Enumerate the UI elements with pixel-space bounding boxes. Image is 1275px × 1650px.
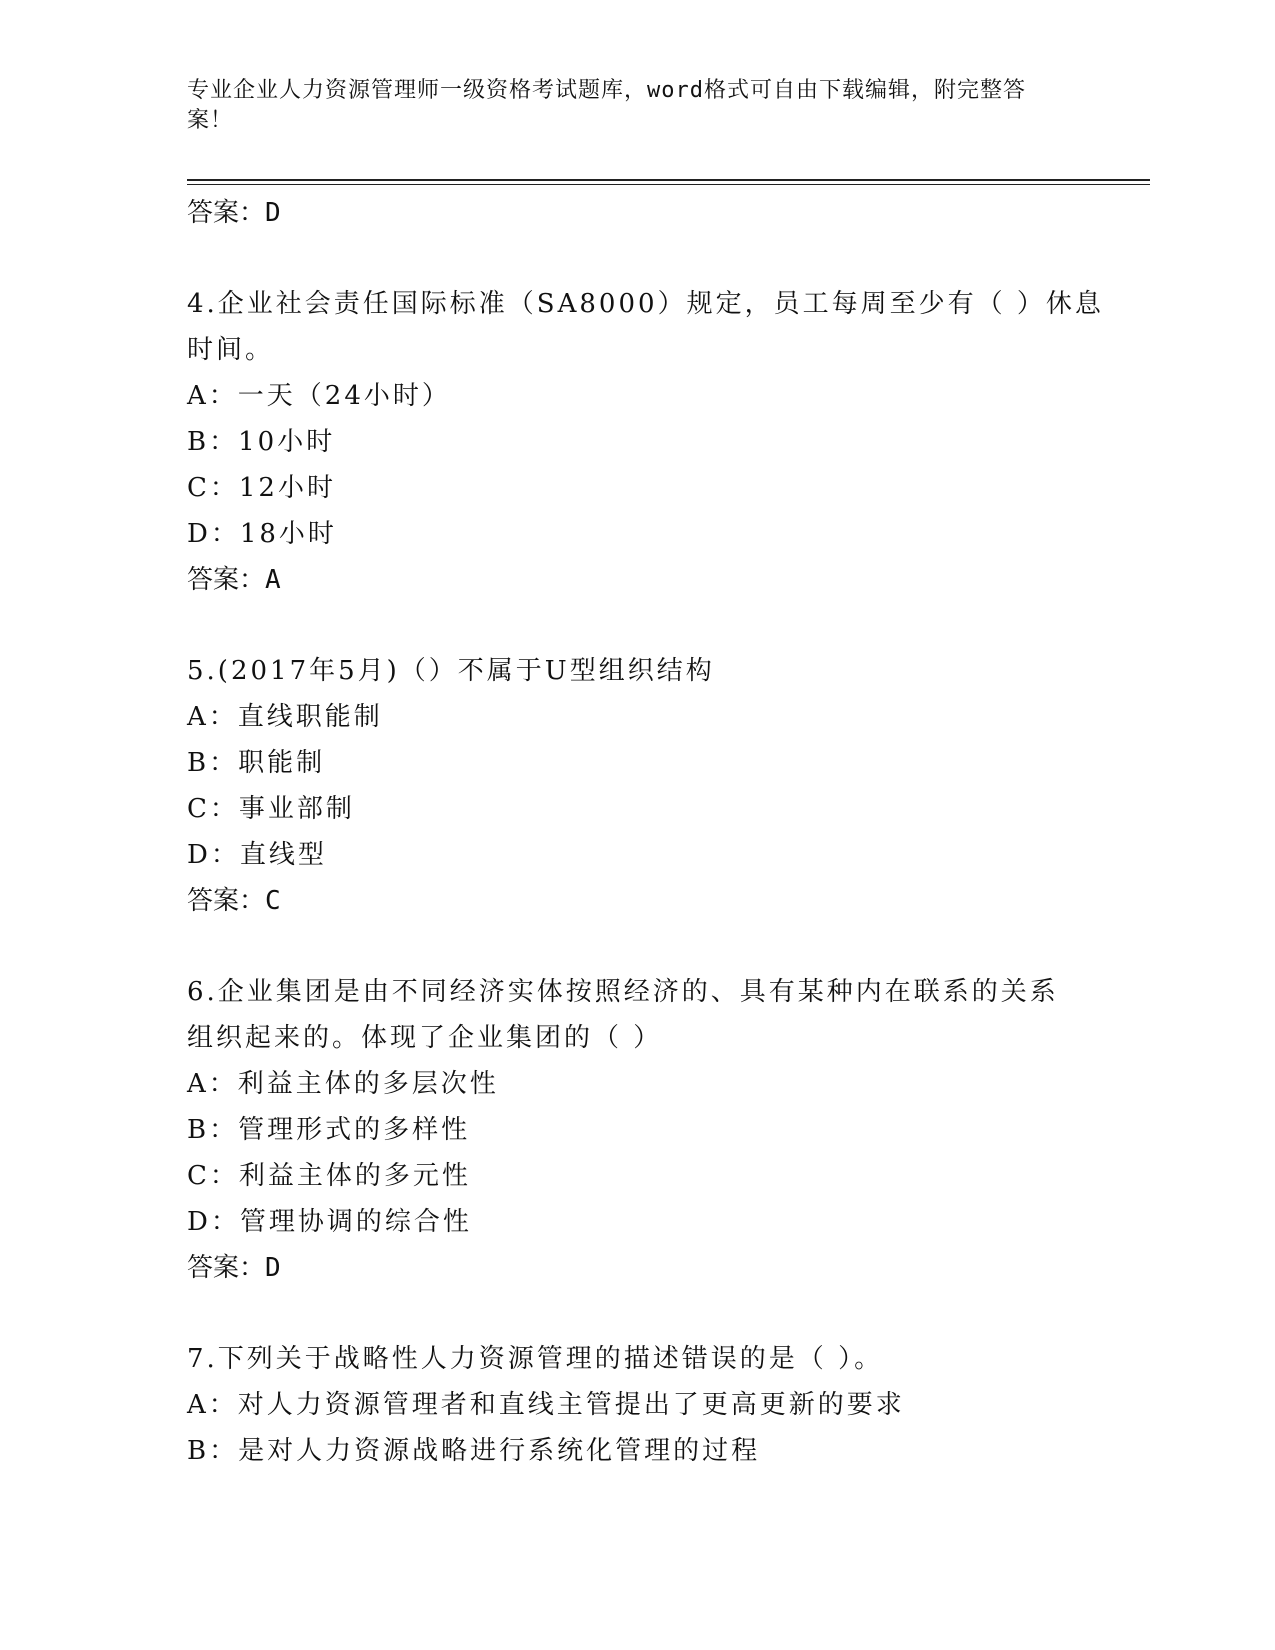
answer-line: 答案：C (187, 886, 281, 916)
question-list (187, 190, 1104, 1474)
option-a: A：直线职能制 (187, 702, 383, 732)
header-divider-thin (187, 184, 1150, 185)
question-stem: 6.企业集团是由不同经济实体按照经济的、具有某种内在联系的关系 (187, 977, 1059, 1007)
option-b: B：是对人力资源战略进行系统化管理的过程 (187, 1436, 761, 1466)
option-b: B：管理形式的多样性 (187, 1115, 471, 1145)
question-item (187, 648, 1087, 924)
option-b: B：10小时 (187, 427, 336, 457)
question-item (187, 1336, 1087, 1474)
option-d: D：直线型 (187, 840, 327, 870)
header-divider (187, 179, 1150, 181)
option-c: C：12小时 (187, 473, 336, 503)
question-stem: 7.下列关于战略性人力资源管理的描述错误的是（ ）。 (187, 1344, 884, 1374)
question-stem: 4.企业社会责任国际标准（SA8000）规定，员工每周至少有（ ）休息 (187, 289, 1104, 319)
option-d: D：管理协调的综合性 (187, 1207, 472, 1237)
option-c: C：利益主体的多元性 (187, 1161, 471, 1191)
question-item (187, 969, 1087, 1291)
question-stem: 组织起来的。体现了企业集团的（ ） (187, 1023, 663, 1053)
answer-line: 答案：D (187, 1253, 281, 1283)
document-header: 专业企业人力资源管理师一级资格考试题库，word格式可自由下载编辑，附完整答案！ (187, 78, 1026, 133)
option-d: D：18小时 (187, 519, 337, 549)
answer-line: 答案：A (187, 565, 281, 595)
question-item (187, 281, 1104, 603)
answer-line: 答案：D (187, 198, 281, 228)
option-b: B：职能制 (187, 748, 326, 778)
question-stem: 5.(2017年5月)（）不属于U型组织结构 (187, 656, 715, 686)
question-stem: 时间。 (187, 335, 275, 365)
option-c: C：事业部制 (187, 794, 355, 824)
option-a: A：对人力资源管理者和直线主管提出了更高更新的要求 (187, 1390, 905, 1420)
option-a: A：一天（24小时） (187, 381, 451, 411)
option-a: A：利益主体的多层次性 (187, 1069, 499, 1099)
